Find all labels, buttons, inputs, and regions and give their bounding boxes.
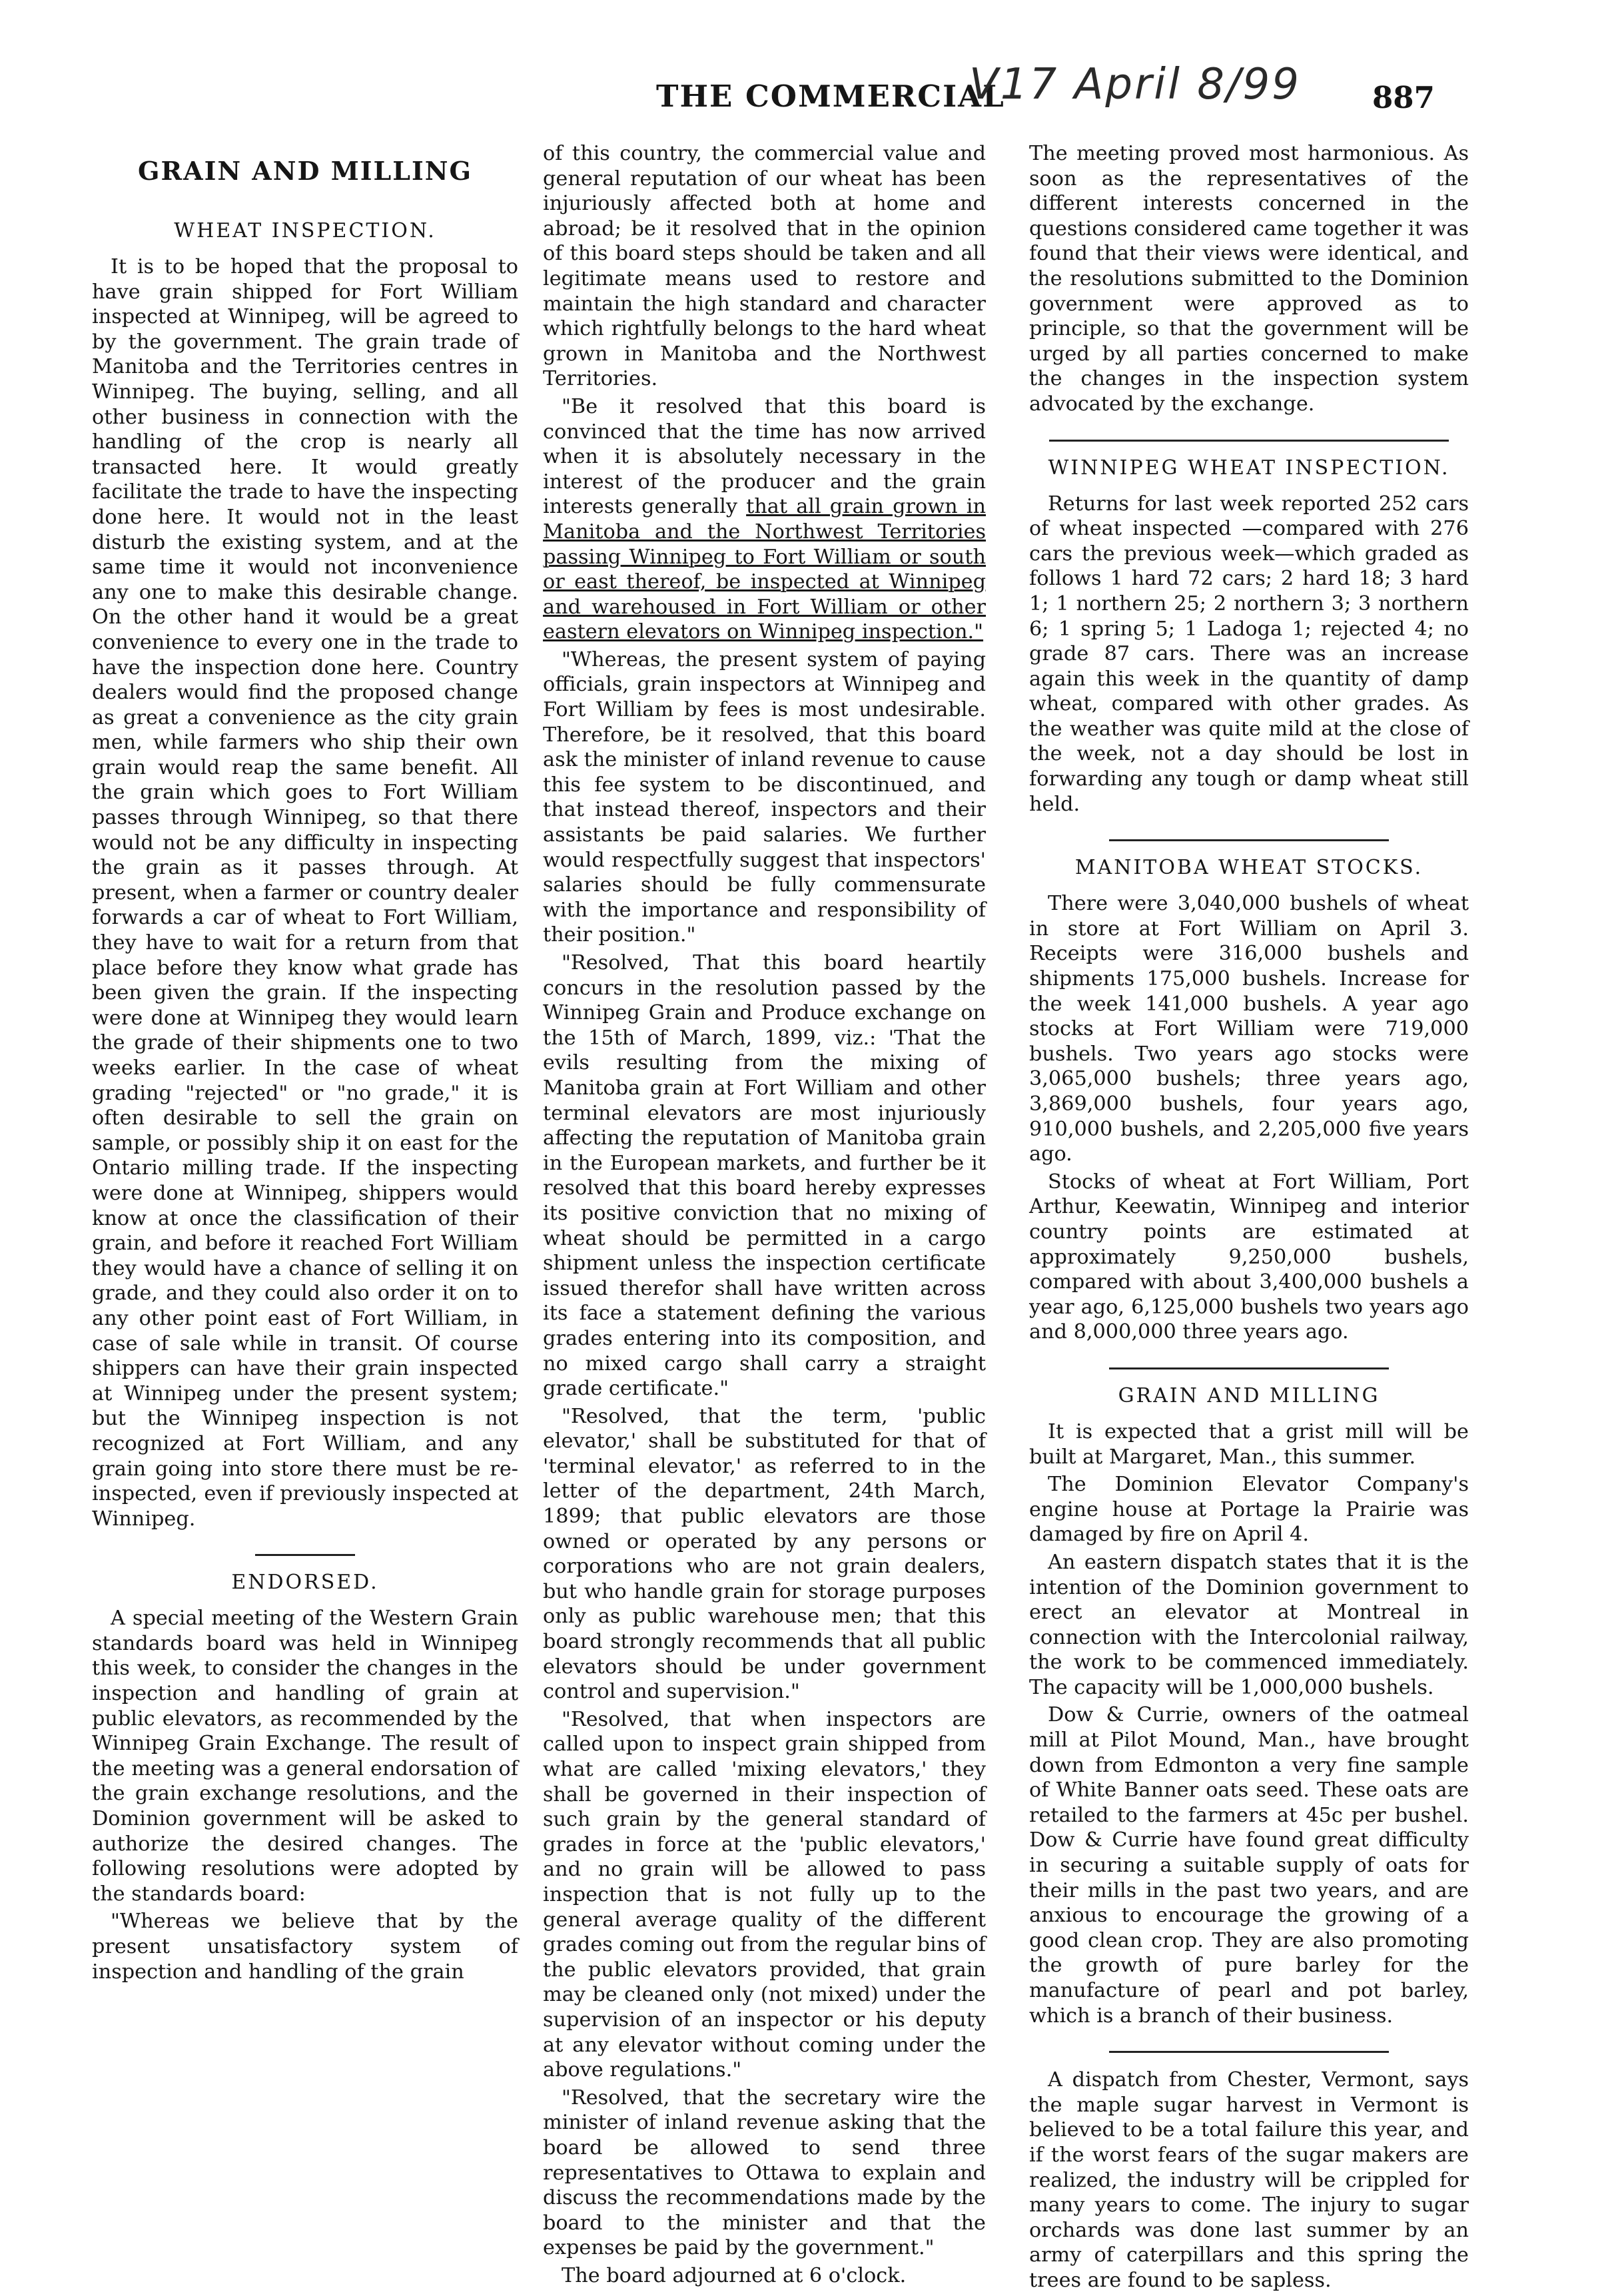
- paragraph: The Dominion Elevator Company's engine house at Portage la Prairie was damaged by fire on April 4.: [1029, 1473, 1469, 1547]
- article-body: A special meeting of the Western Grain standards board was held in Winnipeg this week, to consider the changes in the inspection and handling of grain at public elevators, as recommended by the Winnipeg Grain Exchange. The result of the meeting was a general endorsation of the grain exchange resolutions, and the Dominion government will be asked to authorize the desired changes. The following resolutions were adopted by the standards board:: [92, 1607, 518, 1906]
- publication-title: THE COMMERCIAL: [656, 79, 1005, 114]
- column-2: [543, 141, 986, 2291]
- divider: [255, 1554, 355, 1556]
- divider: [1109, 1367, 1389, 1369]
- paragraph: Dow & Currie, owners of the oatmeal mill at Pilot Mound, Man., have brought down from Edmonton a very fine sample of White Banner oats seed. These oats are retailed to the farmers at 45c per bushel. Dow & Currie have found great difficulty in securing a suitable supply of oats for their mills in the past two years, and are anxious to encourage the growing of a good clean crop. They are also promoting the growth of pure barley for the manufacture of pearl and pot barley, which is a branch of their business.: [1029, 1703, 1469, 2028]
- paragraph: "Resolved, that the term, 'public elevator,' shall be substituted for that of 'terminal elevator,' as referred to in the letter of the department, 24th March, 1899; that public elevators are those owned or operated by any persons or corporations who are not grain dealers, but who handle grain for storage purposes only as public warehouse men; that this board strongly recommends that all public elevators should be under government control and supervision.": [543, 1404, 986, 1704]
- article-body: "Whereas we believe that by the present unsatisfactory system of inspection and handling of the grain: [92, 1910, 518, 1984]
- paragraph: There were 3,040,000 bushels of wheat in store at Fort William on April 3. Receipts were 316,000 bushels and shipments 175,000 bushels. Increase for the week 141,000 bushels. A year ago stocks at Fort William were 719,000 bushels. Two years ago stocks were 3,065,000 bushels; three years ago, 3,869,000 bushels, four years ago, 910,000 bushels, and 2,205,000 five years ago.: [1029, 892, 1469, 1166]
- page-header: [0, 60, 1612, 128]
- paragraph: "Whereas, the present system of paying officials, grain inspectors at Winnipeg and Fort William by fees is most undesirable. Therefore, be it resolved, that this board ask the minister of inland revenue to cause this fee system to be discontinued, and that instead thereof, inspectors and their assistants be paid salaries. We further would respectfully suggest that inspectors' salaries should be fully commensurate with the importance and responsibility of their position.": [543, 647, 986, 947]
- paragraph: A dispatch from Chester, Vermont, says the maple sugar harvest in Vermont is believed to be a total failure this year, and if the worst fears of the sugar makers are realized, the industry will be crippled for many years to come. The injury to sugar orchards was done last summer by an army of caterpillars and this spring the trees are found to be sapless.: [1029, 2068, 1469, 2292]
- divider: [1049, 440, 1449, 442]
- article-heading-endorsed: ENDORSED.: [231, 1571, 379, 1595]
- page-number: 887: [1372, 80, 1435, 115]
- paragraph: It is expected that a grist mill will be built at Margaret, Man., this summer.: [1029, 1419, 1469, 1469]
- column-1: [92, 141, 518, 1987]
- handwritten-annotation: V17 April 8/99: [969, 60, 1301, 109]
- paragraph: The board adjourned at 6 o'clock.: [562, 2263, 907, 2287]
- column-3: [1029, 141, 1469, 2296]
- paragraph: An eastern dispatch states that it is the intention of the Dominion government to erect an elevator at Montreal in connection with the Intercolonial railway, the work to be commenced immediately. The capacity will be 1,000,000 bushels.: [1029, 1550, 1469, 1699]
- article-heading-winnipeg-wheat-inspection: WINNIPEG WHEAT INSPECTION.: [1048, 456, 1450, 480]
- divider: [1109, 839, 1389, 841]
- section-title: GRAIN AND MILLING: [138, 156, 472, 186]
- paragraph: Stocks of wheat at Fort William, Port Arthur, Keewatin, Winnipeg and interior country points are estimated at approximately 9,250,000 bushels, compared with about 3,400,000 bushels a year ago, 6,125,000 bushels two years ago and 8,000,000 three years ago.: [1029, 1170, 1469, 1344]
- paragraph: "Resolved, That this board heartily concurs in the resolution passed by the Winnipeg Grain and Produce exchange on the 15th of March, 1899, viz.: 'That the evils resulting from the mixing of Manitoba grain at Fort William and other terminal elevators are most injuriously affecting the reputation of Manitoba grain in the European markets, and further be it resolved that this board hereby expresses its positive conviction that no mixing of wheat should be permitted in a cargo shipment unless the inspection certificate issued therefor shall have written across its face a statement defining the various grades entering into its composition, and no mixed cargo shall carry a straight grade certificate.": [543, 951, 986, 1401]
- paragraph: The meeting proved most harmonious. As soon as the representatives of the different interests concerned in the questions considered came together it was found that their views were identical, and the resolutions submitted to the Dominion government were approved as to principle, so that the government will be urged by all parties concerned to make the changes in the inspection system advocated by the exchange.: [1029, 142, 1469, 416]
- article-heading-wheat-inspection: WHEAT INSPECTION.: [174, 219, 436, 242]
- paragraph-text: "Be it resolved that this board is convinced that the time has now arrived when it is absolutely necessary in the interest of the producer and the grain interests generally: [543, 394, 986, 519]
- paragraph: "Resolved, that when inspectors are called upon to inspect grain shipped from what are called 'mixing elevators,' they shall be governed in their inspection of such grain by the general standard of grades in force at the 'public elevators,' and no grain will be allowed to pass inspection that is not fully up to the general average quality of the different grades coming out from the regular bins of the public elevators provided, that grain may be cleaned only (not mixed) under the supervision of an inspector or his deputy at any elevator without coming under the above regulations.": [543, 1707, 986, 2082]
- paragraph: "Resolved, that the secretary wire the minister of inland revenue asking that the board be allowed to send three representatives to Ottawa to explain and discuss the recommendations made by the board to the minister and that the expenses be paid by the government.": [543, 2086, 986, 2260]
- paragraph: Returns for last week reported 252 cars of wheat inspected —compared with 276 cars the previous week—which graded as follows 1 hard 72 cars; 2 hard 18; 3 hard 1; 1 northern 25; 2 northern 3; 3 northern 6; 1 spring 5; 1 Ladoga 1; rejected 4; no grade 87 cars. There was an increase again this week in the quantity of damp wheat, compared with other grades. As the weather was quite mild at the close of the week, not a day should be lost in forwarding any tough or damp wheat still held.: [1029, 492, 1469, 816]
- divider: [1109, 2051, 1389, 2053]
- paragraph: of this country, the commercial value and general reputation of our wheat has been injuriously affected both at home and abroad; be it resolved that in the opinion of this board steps should be taken and all legitimate means used to restore and maintain the high standard and character which rightfully belongs to the hard wheat grown in Manitoba and the Northwest Territories.: [543, 142, 986, 391]
- article-heading-grain-and-milling: GRAIN AND MILLING: [1118, 1383, 1380, 1407]
- paragraph: [543, 394, 986, 645]
- article-body: It is to be hoped that the proposal to have grain shipped for Fort William inspected at Winnipeg, will be agreed to by the government. The grain trade of Manitoba and the Territories centres in Winnipeg. The buying, selling, and all other business in connection with the handling of the crop is nearly all transacted here. It would greatly facilitate the trade to have the inspecting done here. It would not in the least disturb the existing system, and at the same time it would not inconvenience any one to make this desirable change. On the other hand it would be a great convenience to every one in the trade to have the inspection done here. Country dealers would find the proposed change as great a convenience as the city grain men, while farmers who ship their own grain would reap the same benefit. All the grain which goes to Fort William passes through Winnipeg, so that there would not be any difficulty in inspecting the grain as it passes through. At present, when a farmer or country dealer forwards a car of wheat to Fort William, they have to wait for a return from that place before they know what grade has been given the grain. If the inspecting were done at Winnipeg they would learn the grade of their shipments one to two weeks earlier. In the case of wheat grading "rejected" or "no grade," it is often desirable to sell the grain on sample, or possibly ship it on east for the Ontario milling trade. If the inspecting were done at Winnipeg, shippers would know at once the classification of their grain, and before it reached Fort William they would have a chance of selling it on grade, and they could also order it on to any other point east of Fort William, in case of sale while in transit. Of course shippers can have their grain inspected at Winnipeg under the present system; but the Winnipeg inspection is not recognized at Fort William, and any grain going into store there must be re-inspected, even if previously inspected at Winnipeg.: [92, 255, 518, 1531]
- underlined-passage: that all grain grown in Manitoba and the Northwest Territories passing Winnipeg to Fort William or south or east thereof, be inspected at Winnipeg and warehoused in Fort William or other eastern elevators on Winnipeg inspection.": [543, 495, 986, 644]
- article-heading-manitoba-wheat-stocks: MANITOBA WHEAT STOCKS.: [1074, 856, 1423, 880]
